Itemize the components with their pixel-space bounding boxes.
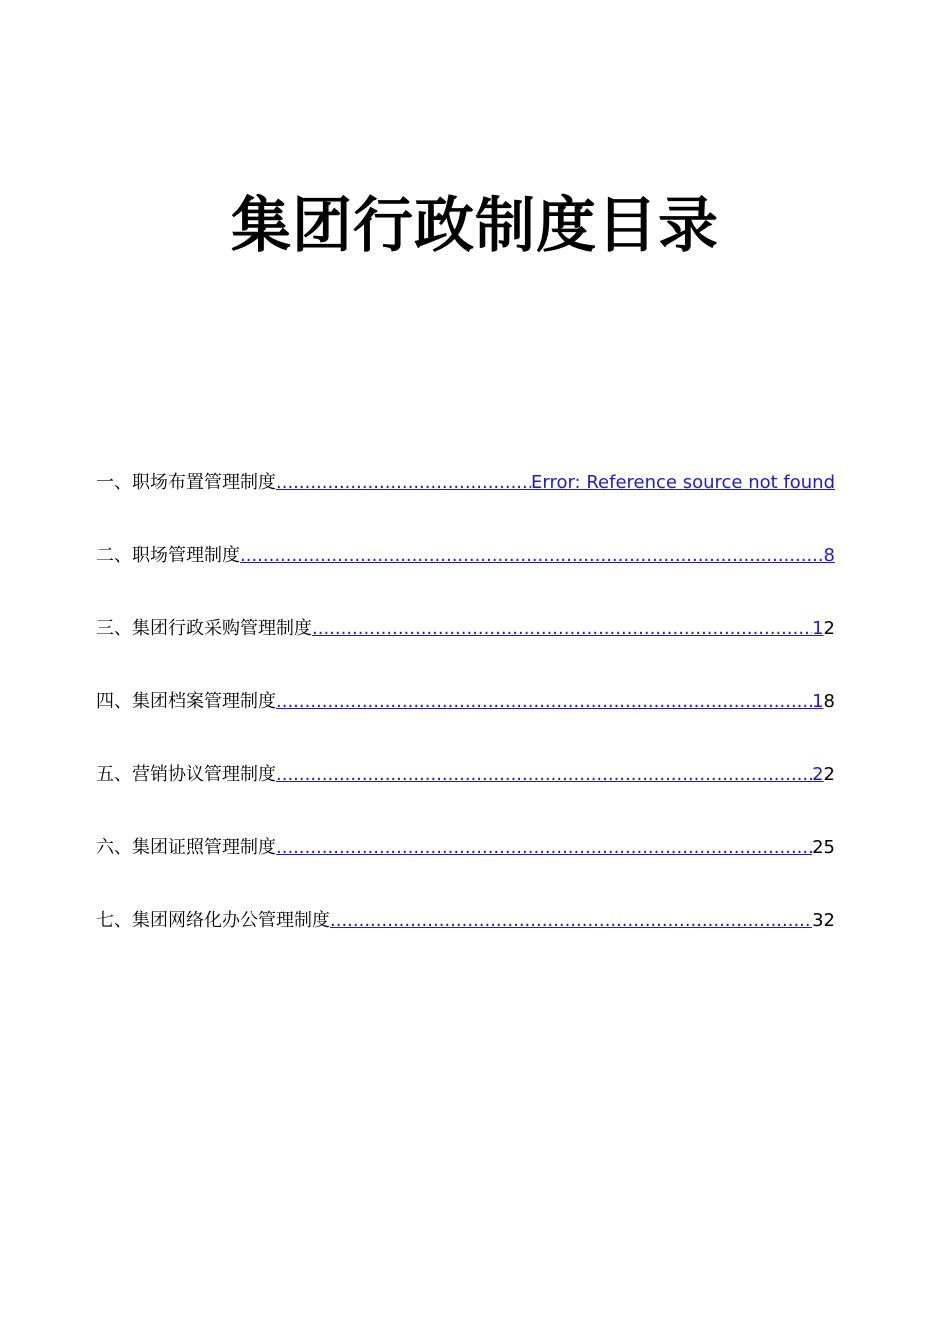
dot-leader xyxy=(276,468,531,498)
toc-page-link[interactable]: 8 xyxy=(823,545,835,566)
toc-entry-link[interactable] xyxy=(276,760,824,790)
toc-page-link[interactable]: 1 xyxy=(812,618,824,639)
toc-page-number: 32 xyxy=(812,910,835,931)
dot-leader xyxy=(276,687,812,717)
toc-page-number: 25 xyxy=(812,837,835,858)
toc-entry-label: 三、集团行政采购管理制度 xyxy=(96,618,312,639)
toc-entry-link[interactable] xyxy=(240,541,835,571)
toc-entry-link[interactable] xyxy=(312,614,824,644)
dot-leader xyxy=(276,833,812,863)
toc-entry-link[interactable] xyxy=(276,833,812,863)
document-title: 集团行政制度目录 xyxy=(231,191,719,261)
toc-entry-link[interactable] xyxy=(330,906,812,936)
toc-entry-label: 六、集团证照管理制度 xyxy=(96,837,276,858)
toc-entry-label: 一、职场布置管理制度 xyxy=(96,472,276,493)
toc-page-link[interactable]: 2 xyxy=(812,764,824,785)
toc-entry-3 xyxy=(96,614,835,644)
toc-entry-link[interactable] xyxy=(276,468,835,498)
toc-entry-5 xyxy=(96,760,835,790)
toc-entry-label: 四、集团档案管理制度 xyxy=(96,691,276,712)
dot-leader xyxy=(330,906,812,936)
toc-page-number: 8 xyxy=(823,691,835,712)
toc-page-link[interactable]: Error: Reference source not found xyxy=(531,472,835,493)
toc-entry-2 xyxy=(96,541,835,571)
toc-entry-1 xyxy=(96,468,835,498)
toc-page-link[interactable]: 1 xyxy=(812,691,824,712)
toc-entry-label: 二、职场管理制度 xyxy=(96,545,240,566)
dot-leader xyxy=(312,614,812,644)
toc-entry-4 xyxy=(96,687,835,717)
toc-page-number: 2 xyxy=(823,618,835,639)
toc-entry-label: 七、集团网络化办公管理制度 xyxy=(96,910,330,931)
table-of-contents xyxy=(96,468,835,979)
toc-entry-link[interactable] xyxy=(276,687,824,717)
toc-page-number: 2 xyxy=(823,764,835,785)
toc-entry-7 xyxy=(96,906,835,936)
toc-entry-label: 五、营销协议管理制度 xyxy=(96,764,276,785)
dot-leader xyxy=(240,541,824,571)
toc-entry-6 xyxy=(96,833,835,863)
dot-leader xyxy=(276,760,812,790)
